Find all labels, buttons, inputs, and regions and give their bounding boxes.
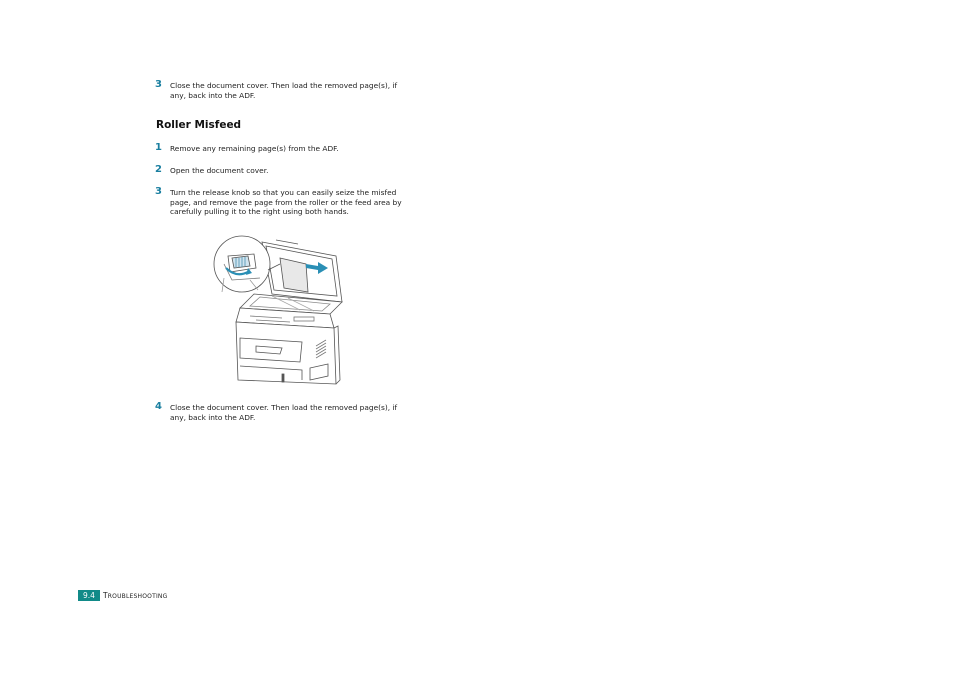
section-heading: Roller Misfeed [156, 119, 242, 131]
step-text: Turn the release knob so that you can easily seize the misfed page, and remove the page from the roller or the feed area by carefully pulling it to the right using both hands. [170, 188, 402, 217]
step-number: 4 [155, 401, 162, 412]
step-number: 3 [155, 186, 162, 197]
step-text: Remove any remaining page(s) from the ADF. [170, 144, 339, 153]
step-text: Close the document cover. Then load the removed page(s), if any, back into the ADF. [170, 403, 398, 422]
step-number: 2 [155, 164, 162, 175]
step-4-close-cover [155, 403, 405, 422]
footer-initial: T [103, 591, 108, 600]
step-number: 1 [155, 142, 162, 153]
step-text: Open the document cover. [170, 166, 269, 175]
footer-rest: ROUBLESHOOTING [107, 593, 168, 600]
step-number: 3 [155, 79, 162, 90]
section-footer-label [103, 591, 167, 602]
page-number-badge: 9.4 [78, 590, 100, 601]
printer-drawing [210, 234, 344, 390]
step-1-remove-pages [155, 144, 405, 154]
step-text: Close the document cover. Then load the removed page(s), if any, back into the ADF. [170, 81, 398, 100]
step-3-close-cover [155, 81, 405, 100]
printer-illustration [210, 234, 344, 390]
step-3-release-knob [155, 188, 405, 217]
step-2-open-cover [155, 166, 405, 176]
